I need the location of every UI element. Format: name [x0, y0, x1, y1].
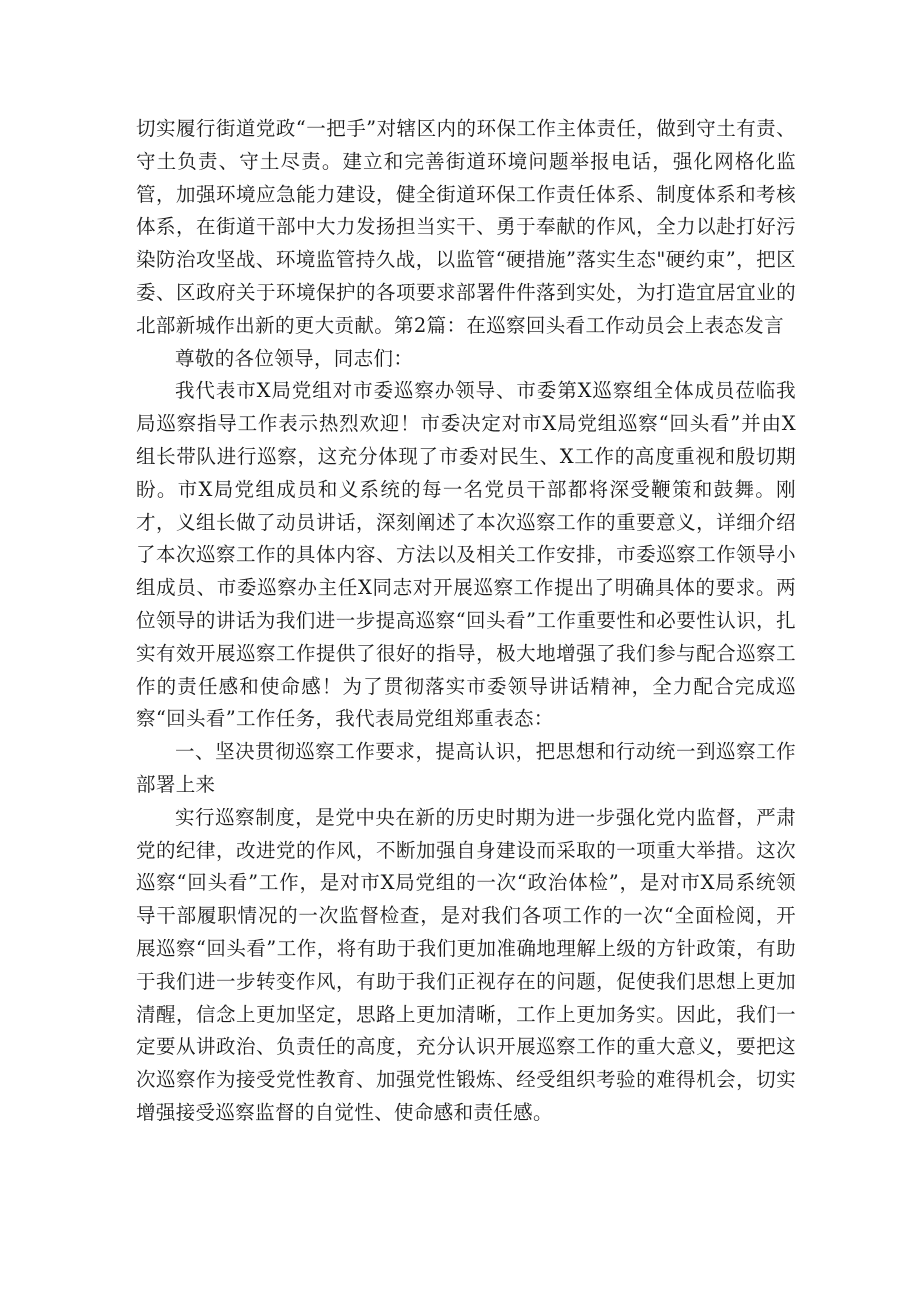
- document-body: [136, 113, 796, 1130]
- paragraph-environment-duty: 切实履行街道党政“一把手”对辖区内的环保工作主体责任，做到守土有责、守土负责、守土尽责。建立和完善街道环境问题举报电话，强化网格化监管，加强环境应急能力建设，健全街道环保工作责任体系、制度体系和考核体系，在街道干部中大力发扬担当实干、勇于奉献的作风，全力以赴打好污染防治攻坚战、环境监管持久战，以监管“硬措施”落实生态"硬约束”，把区委、区政府关于环境保护的各项要求部署件件落到实处，为打造宜居宜业的北部新城作出新的更大贡献。第2篇：在巡察回头看工作动员会上表态发言: [136, 117, 796, 337]
- paragraph-inspection-system: 实行巡察制度，是党中央在新的历史时期为进一步强化党内监督，严肃党的纪律，改进党的作风，不断加强自身建设而采取的一项重大举措。这次巡察“回头看”工作，是对市X局党组的一次“政治体检”，是对市X局系统领导干部履职情况的一次监督检查，是对我们各项工作的一次“全面检阅，开展巡察“回头看”工作，将有助于我们更加准确地理解上级的方针政策，有助于我们进一步转变作风，有助于我们正视存在的问题，促使我们思想上更加清醒，信念上更加坚定，思路上更加清晰，工作上更加务实。因此，我们一定要从讲政治、负责任的高度，充分认识开展巡察工作的重大意义，要把这次巡察作为接受党性教育、加强党性锻炼、经受组织考验的难得机会，切实增强接受巡察监督的自觉性、使命感和责任感。: [136, 805, 796, 1124]
- paragraph-salutation: 尊敬的各位领导，同志们：: [175, 346, 414, 370]
- section-heading-1: 一、坚决贯彻巡察工作要求，提高认识，把思想和行动统一到巡察工作部署上来: [136, 740, 796, 796]
- paragraph-welcome: 我代表市X局党组对市委巡察办领导、市委第X巡察组全体成员莅临我局巡察指导工作表示热烈欢迎！市委决定对市X局党组巡察“回头看”并由X组长带队进行巡察，这充分体现了市委对民生、X工作的高度重视和殷切期盼。市X局党组成员和义系统的每一名党员干部都将深受鞭策和鼓舞。刚才，义组长做了动员讲话，深刻阐述了本次巡察工作的重要意义，详细介绍了本次巡察工作的具体内容、方法以及相关工作安排，市委巡察工作领导小组成员、市委巡察办主任X同志对开展巡察工作提出了明确具体的要求。两位领导的讲话为我们进一步提高巡察“回头看”工作重要性和必要性认识，扎实有效开展巡察工作提供了很好的指导，极大地增强了我们参与配合巡察工作的责任感和使命感！为了贯彻落实市委领导讲话精神，全力配合完成巡察“回头看”工作任务，我代表局党组郑重表态：: [136, 379, 796, 731]
